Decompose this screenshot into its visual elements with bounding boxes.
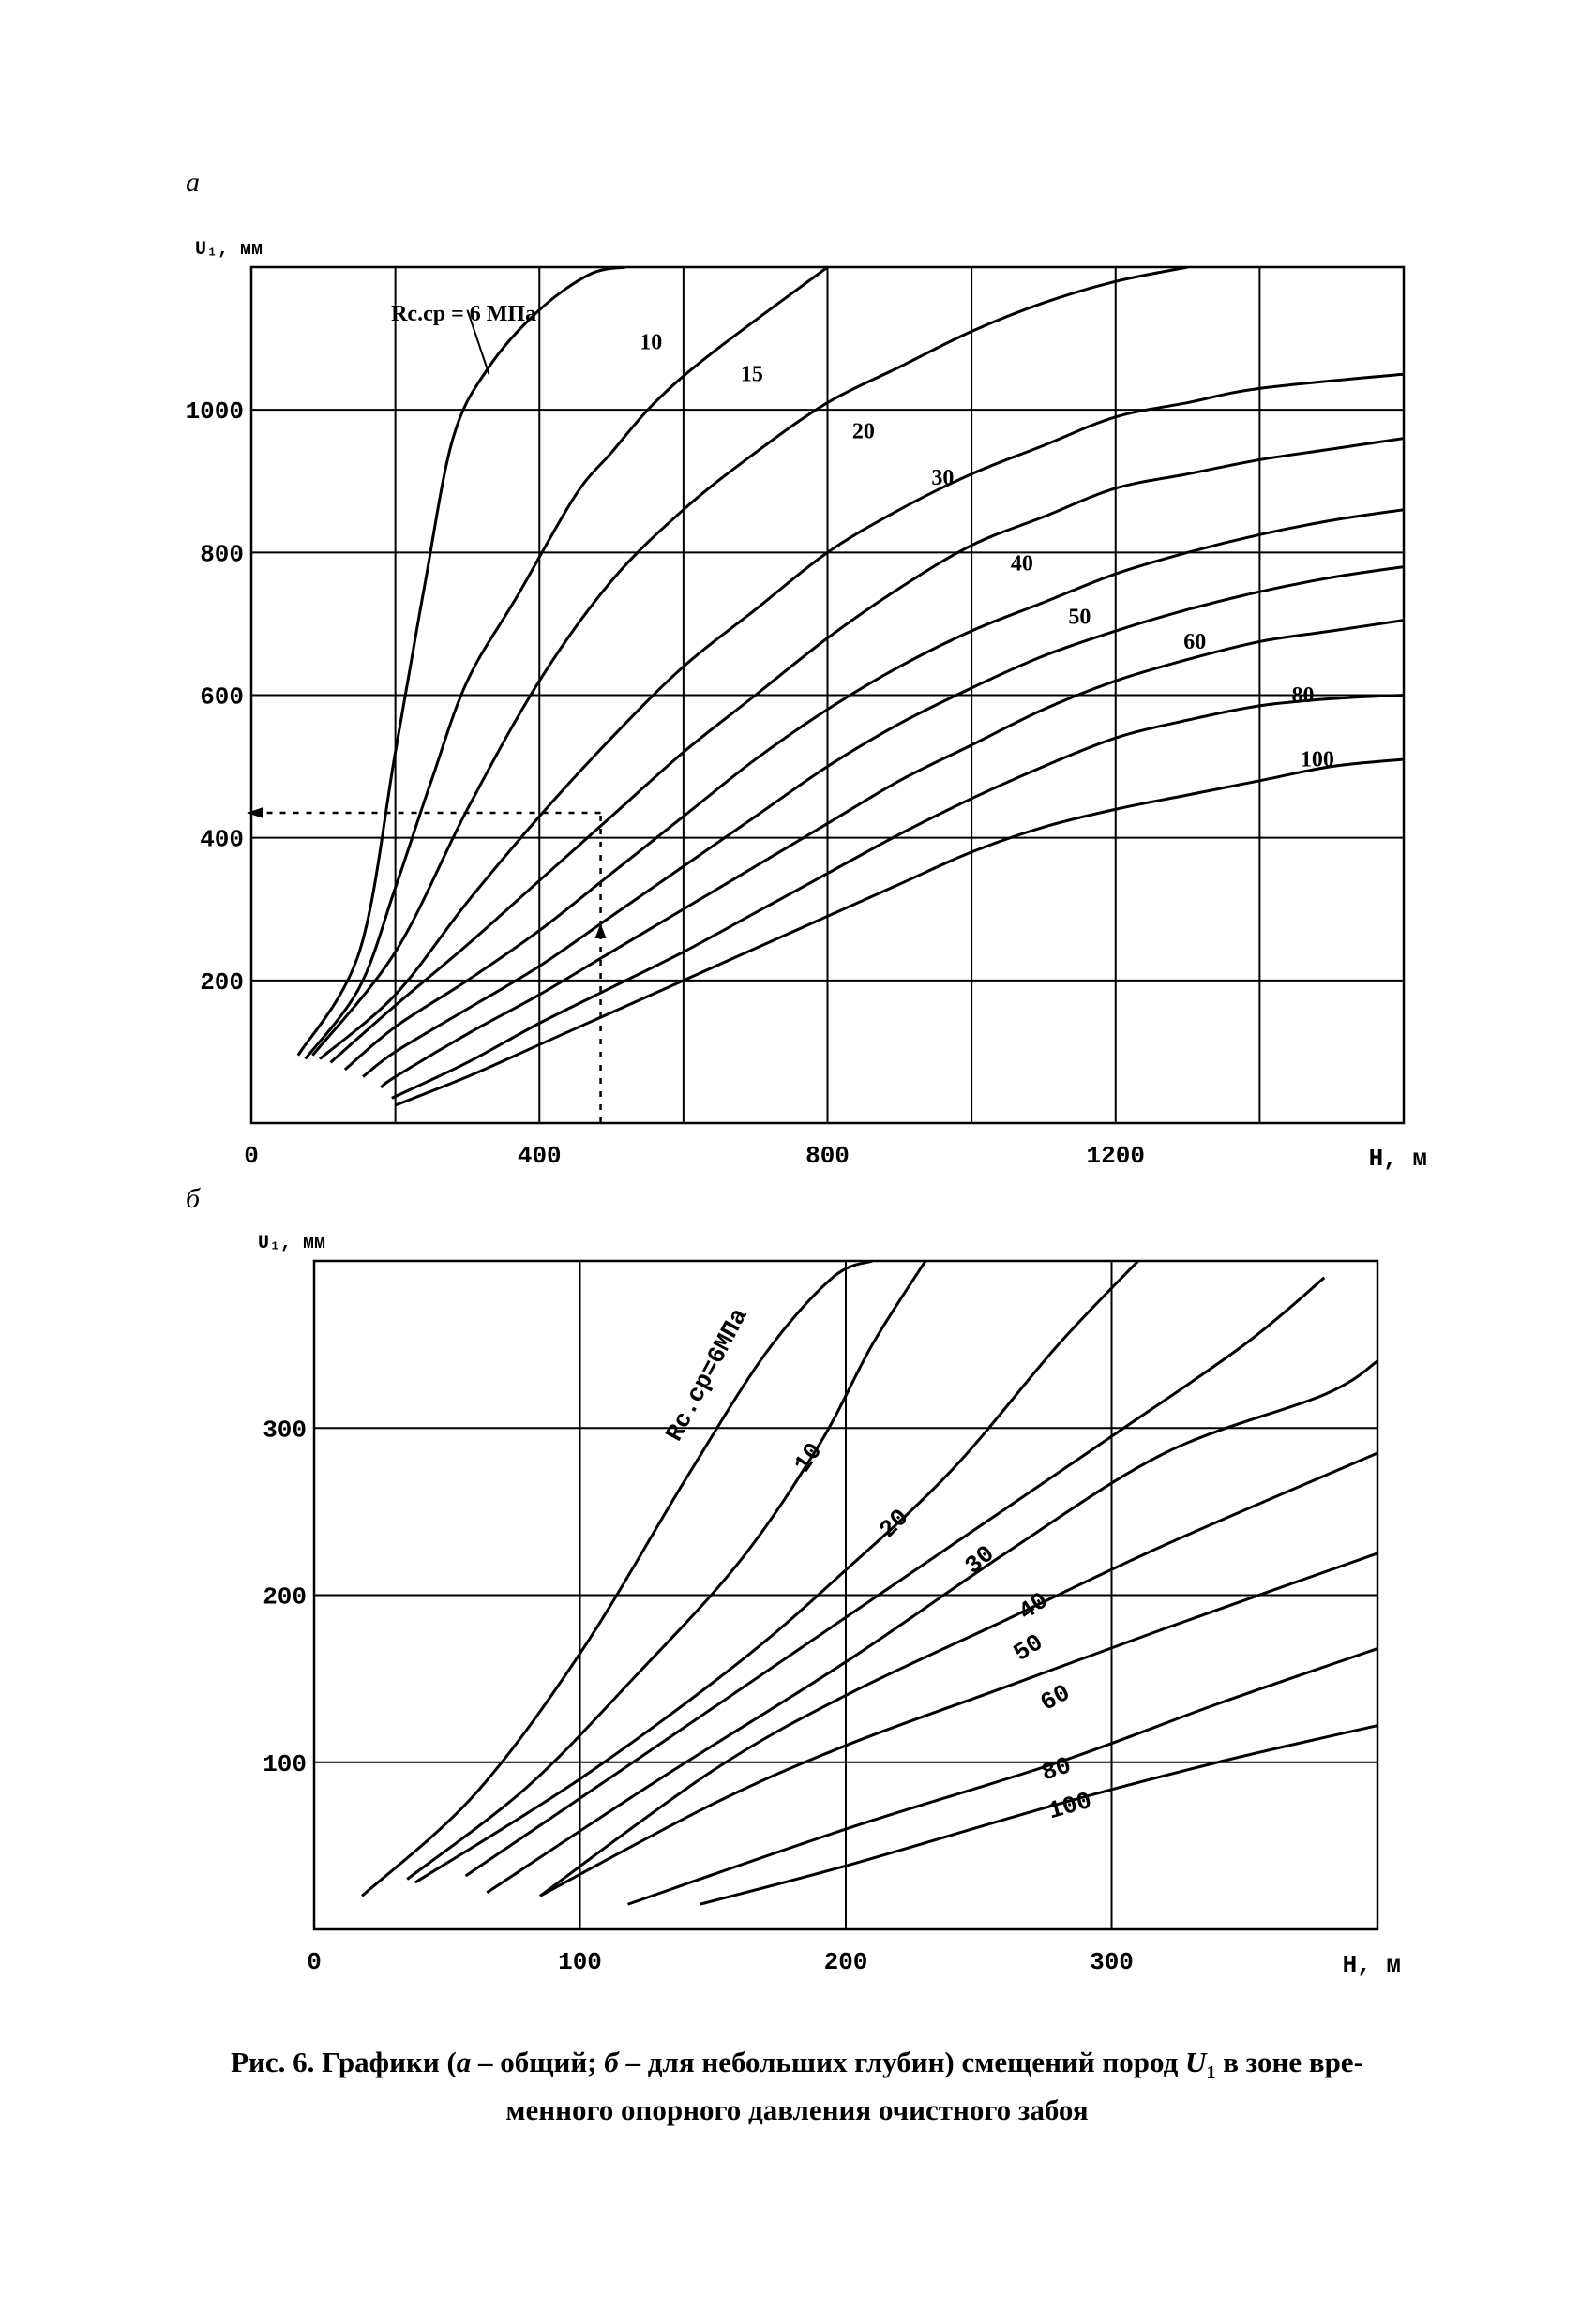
caption-b-text: – для небольших глубин) смещений пород bbox=[618, 2046, 1186, 2078]
chart-a-series-line-100 bbox=[396, 759, 1404, 1105]
chart-a-arrowhead-left bbox=[247, 807, 263, 818]
chart-a-x-tick-label: 1200 bbox=[1086, 1142, 1145, 1170]
chart-a-series-label-60: 60 bbox=[1183, 630, 1207, 655]
chart-b-x-tick-label: 300 bbox=[1090, 1948, 1134, 1976]
chart-b-series-label-50: 50 bbox=[1008, 1627, 1048, 1668]
chart-b-y-tick-label: 100 bbox=[263, 1749, 307, 1778]
chart-b-series-label-30: 30 bbox=[959, 1539, 1001, 1581]
chart-a-x-tick-label: 800 bbox=[805, 1142, 850, 1170]
chart-a-series-line-80 bbox=[392, 696, 1404, 1099]
chart-a-x-tick-label: 400 bbox=[517, 1142, 562, 1170]
chart-a-series-label-10: 10 bbox=[640, 330, 663, 355]
chart-a-series-label-50: 50 bbox=[1068, 605, 1091, 630]
chart-b-series-line-100 bbox=[700, 1726, 1377, 1905]
chart-b-y-tick-label: 300 bbox=[263, 1416, 307, 1445]
chart-b-series-label-Rс.ср=6МПа: Rс.ср=6МПа bbox=[660, 1303, 754, 1447]
chart-a-x-axis-label: H, м bbox=[1368, 1145, 1427, 1173]
chart-b-x-tick-label: 0 bbox=[307, 1948, 322, 1976]
chart-a-y-tick-label: 1000 bbox=[185, 397, 244, 427]
panel-b-letter: б bbox=[186, 1183, 201, 1214]
chart-a-y-tick-label: 200 bbox=[200, 967, 244, 997]
chart-a-series-label-80: 80 bbox=[1291, 683, 1315, 709]
caption-u-symbol: U bbox=[1185, 2046, 1207, 2078]
chart-a-y-axis-label: U₁, мм bbox=[195, 239, 263, 261]
caption-a-letter: а bbox=[456, 2046, 472, 2078]
chart-a-series-line-20 bbox=[320, 374, 1404, 1058]
chart-b-y-axis-label: U₁, мм bbox=[258, 1233, 326, 1254]
chart-b-x-tick-label: 200 bbox=[823, 1948, 868, 1976]
caption-suffix: в зоне вре- bbox=[1215, 2046, 1363, 2078]
caption-a-text: – общий; bbox=[471, 2046, 605, 2078]
chart-a-y-tick-label: 600 bbox=[200, 682, 244, 712]
chart-a-series-line-30 bbox=[330, 439, 1404, 1063]
chart-b-series-label-80: 80 bbox=[1038, 1751, 1076, 1788]
chart-b-series-line-Rс.ср=6МПа bbox=[362, 1261, 872, 1896]
chart-a-series-label-100: 100 bbox=[1300, 747, 1334, 772]
panel-a-letter: а bbox=[186, 167, 200, 198]
chart-a-series-label-30: 30 bbox=[931, 466, 955, 491]
caption-u-sub: 1 bbox=[1206, 2062, 1216, 2084]
caption-prefix: Рис. 6. Графики ( bbox=[231, 2046, 457, 2078]
chart-b-series-line-40 bbox=[487, 1361, 1377, 1893]
chart-a-series-label-20: 20 bbox=[851, 419, 875, 444]
chart-a-y-tick-label: 800 bbox=[200, 540, 244, 569]
chart-b-series-line-60 bbox=[540, 1553, 1377, 1896]
chart-a-x-tick-label: 0 bbox=[244, 1142, 259, 1170]
chart-a-series-label-Rс.ср = 6 МПа: Rс.ср = 6 МПа bbox=[391, 302, 537, 327]
chart-b-x-axis-label: H, м bbox=[1342, 1951, 1401, 1979]
chart-b-series-label-10: 10 bbox=[789, 1437, 829, 1478]
chart-b-y-tick-label: 200 bbox=[263, 1582, 307, 1612]
chart-b-series-line-30 bbox=[466, 1278, 1325, 1876]
chart-b-series-label-20: 20 bbox=[874, 1503, 915, 1544]
chart-b-series-label-60: 60 bbox=[1035, 1678, 1076, 1717]
caption-line2: менного опорного давления очистного забоя bbox=[505, 2093, 1089, 2127]
chart-a-series-line-Rс.ср = 6 МПа bbox=[298, 267, 625, 1056]
chart-a-series-label-15: 15 bbox=[740, 362, 763, 387]
chart-b-series-label-100: 100 bbox=[1045, 1786, 1095, 1826]
figure-caption bbox=[141, 2044, 1453, 2129]
chart-b-series-label-40: 40 bbox=[1013, 1586, 1054, 1627]
caption-b-letter: б bbox=[604, 2046, 619, 2078]
chart-b-x-tick-label: 100 bbox=[558, 1948, 602, 1976]
chart-a-y-tick-label: 400 bbox=[200, 825, 244, 854]
chart-a-series-label-40: 40 bbox=[1010, 551, 1033, 577]
